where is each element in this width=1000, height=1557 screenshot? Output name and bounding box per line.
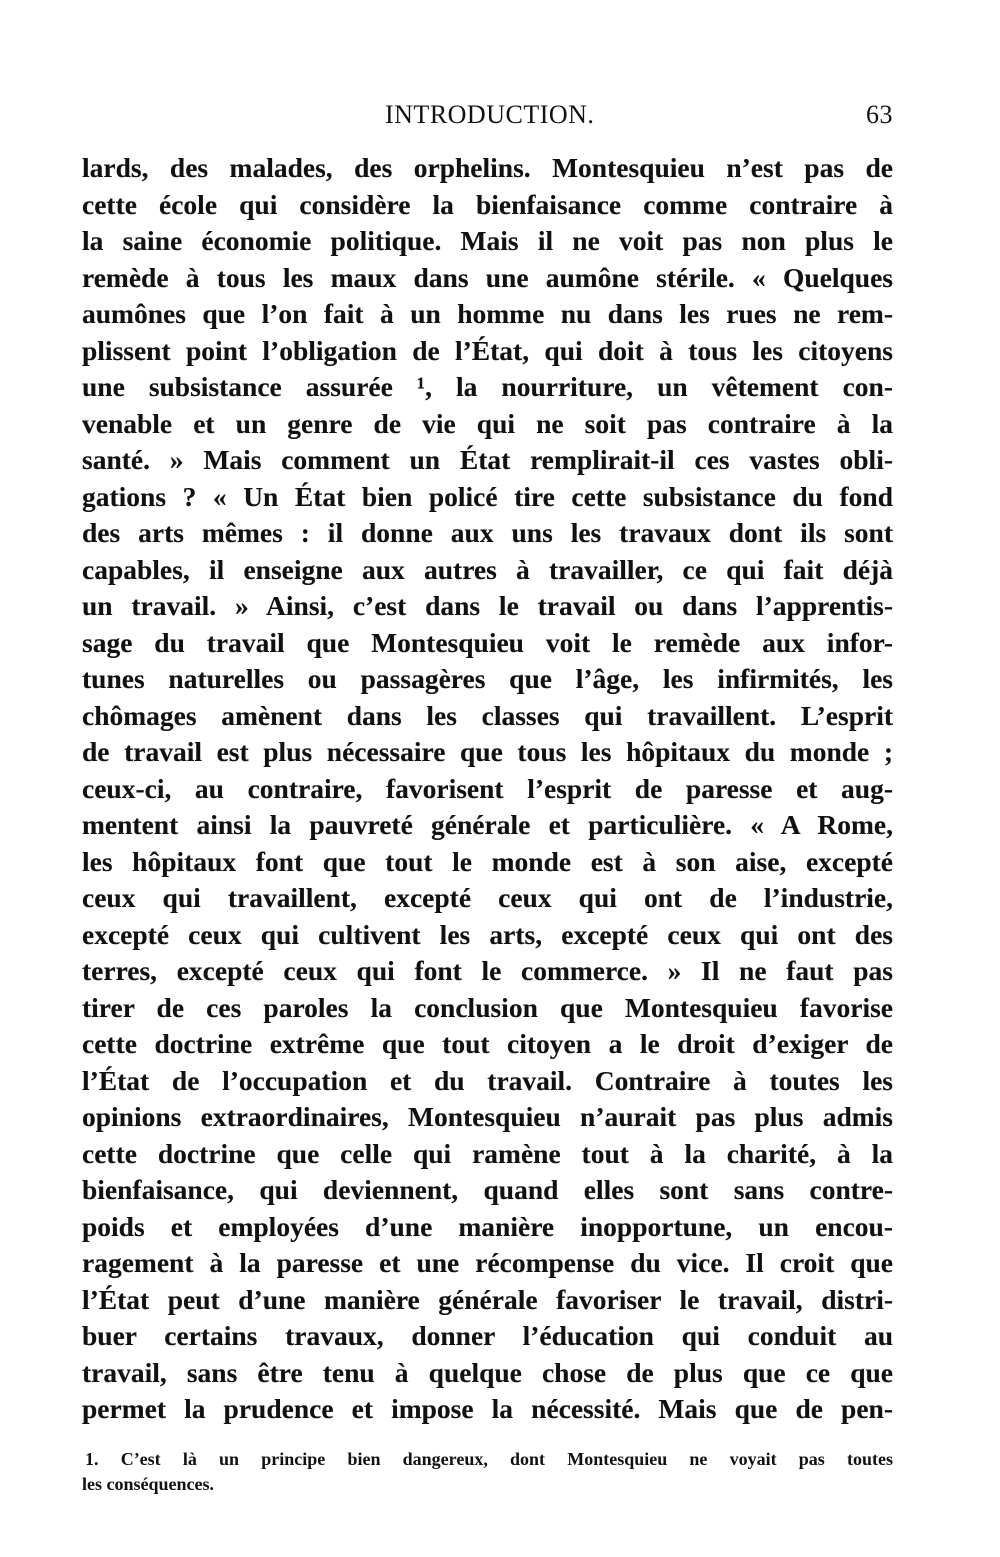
text-line: permet la prudence et impose la nécessité. Mais que de pen- xyxy=(82,1393,893,1424)
text-line: remède à tous les maux dans une aumône stérile. « Quelques xyxy=(82,261,893,293)
text-line: l’État peut d’une manière générale favoriser le travail, distri- xyxy=(82,1283,893,1315)
footnote xyxy=(82,1447,893,1497)
text-line: cette école qui considère la bienfaisance comme contraire à xyxy=(82,188,893,220)
text-line: excepté ceux qui cultivent les arts, excepté ceux qui ont des xyxy=(82,918,893,950)
footnote-line: les conséquences. xyxy=(82,1474,214,1494)
text-line: tirer de ces paroles la conclusion que Montesquieu favorise xyxy=(82,991,893,1023)
text-line: terres, excepté ceux qui font le commerce. » Il ne faut pas xyxy=(82,955,893,986)
text-line: buer certains travaux, donner l’éducation qui conduit au xyxy=(82,1320,893,1351)
text-line: bienfaisance, qui deviennent, quand elles sont sans contre- xyxy=(82,1174,893,1205)
text-line: ceux qui travaillent, excepté ceux qui ont de l’industrie, xyxy=(82,882,893,913)
text-line: poids et employées d’une manière inopportune, un encou- xyxy=(82,1210,893,1242)
text-line: tunes naturelles ou passagères que l’âge, les infirmités, les xyxy=(82,663,893,694)
text-line: chômages amènent dans les classes qui travaillent. L’esprit xyxy=(82,699,893,731)
text-line: mentent ainsi la pauvreté générale et particulière. « A Rome, xyxy=(82,809,893,840)
text-line: une subsistance assurée ¹, la nourriture, un vêtement con- xyxy=(82,371,893,402)
text-line: l’État de l’occupation et du travail. Contraire à toutes les xyxy=(82,1064,893,1096)
text-line: de travail est plus nécessaire que tous les hôpitaux du monde ; xyxy=(82,736,893,767)
footnote-line: 1. C’est là un principe bien dangereux, dont Montesquieu ne voyait pas toutes xyxy=(85,1449,893,1469)
text-line: opinions extraordinaires, Montesquieu n’aurait pas plus admis xyxy=(82,1101,893,1132)
text-line: sage du travail que Montesquieu voit le remède aux infor- xyxy=(82,626,893,658)
text-line: des arts mêmes : il donne aux uns les travaux dont ils sont xyxy=(82,517,893,548)
page-number: 63 xyxy=(866,100,893,129)
body-text xyxy=(82,150,893,1428)
text-line: ragement à la paresse et une récompense du vice. Il croit que xyxy=(82,1247,893,1278)
running-title: INTRODUCTION. xyxy=(385,100,595,129)
text-line: capables, il enseigne aux autres à travailler, ce qui fait déjà xyxy=(82,553,893,585)
text-line: cette doctrine que celle qui ramène tout à la charité, à la xyxy=(82,1137,893,1169)
text-line: gations ? « Un État bien policé tire cette subsistance du fond xyxy=(82,480,893,512)
text-line: la saine économie politique. Mais il ne voit pas non plus le xyxy=(82,225,893,256)
text-line: plissent point l’obligation de l’État, qui doit à tous les citoyens xyxy=(82,334,893,366)
text-line: venable et un genre de vie qui ne soit pas contraire à la xyxy=(82,407,893,439)
text-line: cette doctrine extrême que tout citoyen a le droit d’exiger de xyxy=(82,1028,893,1059)
text-line: les hôpitaux font que tout le monde est à son aise, excepté xyxy=(82,845,893,877)
text-line: ceux-ci, au contraire, favorisent l’esprit de paresse et aug- xyxy=(82,772,893,804)
text-line: lards, des malades, des orphelins. Montesquieu n’est pas de xyxy=(82,152,893,183)
text-line: travail, sans être tenu à quelque chose de plus que ce que xyxy=(82,1356,893,1388)
text-line: santé. » Mais comment un État remplirait-il ces vastes obli- xyxy=(82,444,893,475)
text-line: un travail. » Ainsi, c’est dans le travail ou dans l’apprentis- xyxy=(82,590,893,621)
text-line: aumônes que l’on fait à un homme nu dans les rues ne rem- xyxy=(82,298,893,329)
